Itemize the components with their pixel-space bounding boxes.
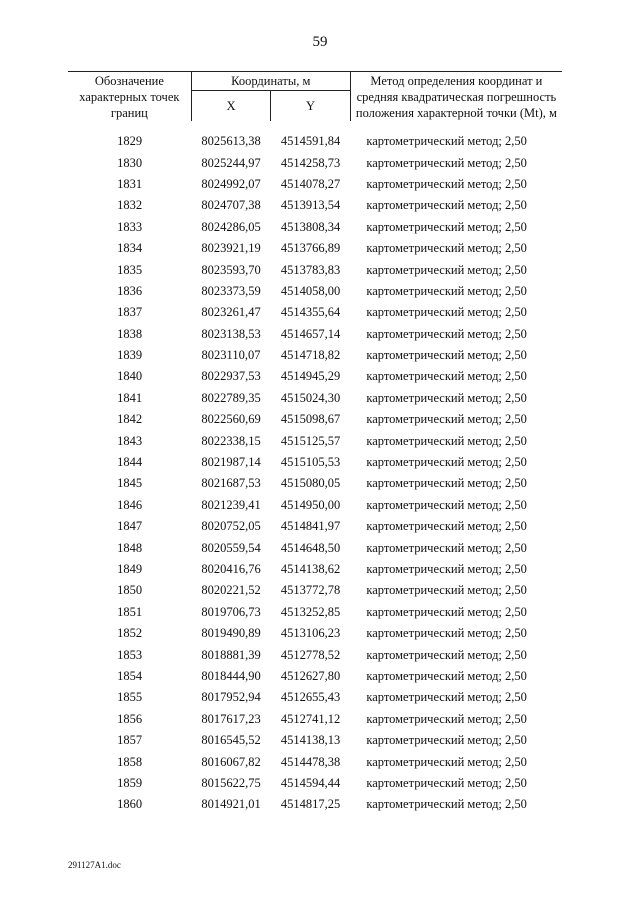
cell-method: картометрический метод; 2,50 [366, 412, 527, 427]
cell-y: 4515080,05 [280, 476, 341, 491]
cell-point-code: 1853 [117, 647, 143, 662]
table-row [68, 195, 562, 216]
cell-y: 4514138,13 [280, 733, 341, 748]
cell-point-code: 1842 [117, 412, 143, 427]
cell-x: 8020559,54 [201, 540, 261, 555]
cell-y: 4513252,85 [280, 604, 341, 619]
cell-method: картометрический метод; 2,50 [366, 326, 527, 341]
cell-y: 4513766,89 [280, 241, 341, 256]
table-row [68, 152, 562, 173]
cell-method: картометрический метод; 2,50 [366, 733, 527, 748]
cell-x: 8023261,47 [201, 305, 261, 320]
cell-point-code: 1856 [117, 711, 143, 726]
cell-x: 8024992,07 [201, 176, 261, 191]
table-row [68, 345, 562, 366]
table-row [68, 559, 562, 580]
cell-method: картометрический метод; 2,50 [366, 497, 527, 512]
cell-x: 8023138,53 [201, 326, 261, 341]
cell-point-code: 1851 [117, 604, 143, 619]
table-row [68, 366, 562, 387]
table-row [68, 495, 562, 516]
cell-x: 8014921,01 [201, 797, 261, 812]
header-y: Y [271, 91, 351, 122]
cell-x: 8025244,97 [201, 155, 261, 170]
cell-x: 8016545,52 [201, 733, 261, 748]
header-method: Метод определения координат и средняя квадратическая погрешность положения характерной точки (Mt), м [350, 72, 562, 122]
cell-point-code: 1838 [117, 326, 143, 341]
table-row [68, 751, 562, 772]
cell-point-code: 1841 [117, 390, 143, 405]
cell-point-code: 1849 [117, 562, 143, 576]
cell-x: 8019490,89 [201, 626, 261, 641]
cell-x: 8018444,90 [201, 668, 261, 683]
cell-y: 4514138,62 [280, 562, 341, 576]
cell-y: 4514657,14 [280, 326, 341, 341]
cell-point-code: 1829 [117, 134, 143, 149]
cell-point-code: 1843 [117, 433, 143, 448]
table-row [68, 174, 562, 195]
cell-point-code: 1847 [117, 519, 143, 534]
cell-method: картометрический метод; 2,50 [366, 647, 527, 662]
table-row [68, 452, 562, 473]
cell-x: 8022560,69 [201, 412, 261, 427]
cell-method: картометрический метод; 2,50 [366, 626, 527, 641]
table-row [68, 644, 562, 665]
table-row [68, 709, 562, 730]
table-row [68, 430, 562, 451]
cell-x: 8017952,94 [201, 690, 261, 705]
cell-point-code: 1839 [117, 348, 143, 363]
cell-x: 8023593,70 [201, 262, 261, 277]
cell-method: картометрический метод; 2,50 [366, 176, 527, 191]
cell-method: картометрический метод; 2,50 [366, 262, 527, 277]
table-row [68, 516, 562, 537]
cell-y: 4514478,38 [280, 754, 341, 769]
cell-x: 8016067,82 [201, 754, 261, 769]
cell-method: картометрический метод; 2,50 [366, 219, 527, 234]
cell-y: 4514355,64 [280, 305, 341, 320]
cell-method: картометрический метод; 2,50 [366, 348, 527, 363]
cell-x: 8022789,35 [201, 390, 261, 405]
cell-point-code: 1832 [117, 198, 143, 213]
cell-x: 8023921,19 [201, 241, 261, 256]
cell-x: 8021239,41 [201, 497, 261, 512]
header-coordinates: Координаты, м [191, 72, 350, 91]
cell-method: картометрический метод; 2,50 [366, 283, 527, 298]
cell-point-code: 1858 [117, 754, 143, 769]
cell-x: 8020221,52 [201, 583, 261, 598]
cell-point-code: 1855 [117, 690, 143, 705]
cell-point-code: 1852 [117, 626, 143, 641]
table-row [68, 302, 562, 323]
cell-method: картометрический метод; 2,50 [366, 433, 527, 448]
cell-y: 4514058,00 [280, 283, 341, 298]
cell-method: картометрический метод; 2,50 [366, 775, 527, 790]
table-row [68, 730, 562, 751]
cell-y: 4513772,78 [280, 583, 341, 598]
cell-y: 4514945,29 [280, 369, 341, 384]
cell-x: 8025613,38 [201, 134, 261, 149]
cell-y: 4513106,23 [280, 626, 341, 641]
cell-method: картометрический метод; 2,50 [366, 668, 527, 683]
cell-y: 4514718,82 [280, 348, 341, 363]
cell-y: 4513913,54 [280, 198, 341, 213]
table-row [68, 537, 562, 558]
cell-point-code: 1836 [117, 283, 143, 298]
cell-y: 4515024,30 [280, 390, 341, 405]
footer-filename: 291127A1.doc [68, 860, 121, 870]
cell-x: 8024707,38 [201, 198, 261, 213]
cell-y: 4514648,50 [280, 540, 341, 555]
header-x: X [191, 91, 271, 122]
table-row [68, 409, 562, 430]
cell-point-code: 1831 [117, 176, 143, 191]
cell-y: 4515125,57 [280, 433, 341, 448]
cell-y: 4515098,67 [280, 412, 341, 427]
page-number: 59 [312, 34, 328, 50]
cell-x: 8021987,14 [201, 455, 261, 470]
cell-y: 4514258,73 [280, 155, 341, 170]
table-row [68, 238, 562, 259]
cell-method: картометрический метод; 2,50 [366, 390, 527, 405]
table-row [68, 666, 562, 687]
cell-x: 8019706,73 [201, 604, 261, 619]
table-row [68, 259, 562, 280]
cell-point-code: 1854 [117, 668, 143, 683]
cell-method: картометрический метод; 2,50 [366, 198, 527, 213]
table-row [68, 473, 562, 494]
cell-x: 8021687,53 [201, 476, 261, 491]
cell-method: картометрический метод; 2,50 [366, 754, 527, 769]
coordinates-table [68, 71, 562, 816]
cell-x: 8023110,07 [201, 348, 261, 363]
cell-x: 8020752,05 [201, 519, 261, 534]
cell-y: 4514078,27 [280, 176, 341, 191]
cell-point-code: 1859 [117, 775, 143, 790]
cell-x: 8023373,59 [201, 283, 261, 298]
cell-x: 8015622,75 [201, 775, 261, 790]
cell-x: 8022937,53 [201, 369, 261, 384]
cell-method: картометрический метод; 2,50 [366, 519, 527, 534]
cell-x: 8022338,15 [201, 433, 261, 448]
cell-y: 4515105,53 [280, 455, 341, 470]
cell-method: картометрический метод; 2,50 [366, 476, 527, 491]
table-row [68, 794, 562, 815]
cell-method: картометрический метод; 2,50 [366, 305, 527, 320]
cell-x: 8024286,05 [201, 219, 261, 234]
cell-point-code: 1840 [117, 369, 143, 384]
cell-point-code: 1833 [117, 219, 143, 234]
cell-x: 8018881,39 [201, 647, 261, 662]
cell-method: картометрический метод; 2,50 [366, 562, 527, 576]
cell-point-code: 1835 [117, 262, 143, 277]
cell-point-code: 1857 [117, 733, 143, 748]
table-row [68, 388, 562, 409]
cell-y: 4513783,83 [280, 262, 341, 277]
cell-y: 4512655,43 [280, 690, 341, 705]
cell-method: картометрический метод; 2,50 [366, 583, 527, 598]
cell-y: 4514817,25 [280, 797, 341, 812]
cell-y: 4514591,84 [280, 134, 341, 149]
cell-point-code: 1846 [117, 497, 143, 512]
cell-point-code: 1848 [117, 540, 143, 555]
header-point-code: Обозначение характерных точек границ [68, 72, 191, 122]
cell-method: картометрический метод; 2,50 [366, 155, 527, 170]
table-row [68, 773, 562, 794]
cell-point-code: 1830 [117, 155, 143, 170]
cell-point-code: 1844 [117, 455, 143, 470]
cell-point-code: 1860 [117, 797, 143, 812]
table-header [68, 72, 562, 122]
table-row [68, 281, 562, 302]
cell-x: 8020416,76 [201, 562, 261, 576]
cell-method: картометрический метод; 2,50 [366, 134, 527, 149]
cell-y: 4512741,12 [280, 711, 341, 726]
cell-x: 8017617,23 [201, 711, 261, 726]
table-row [68, 131, 562, 152]
cell-y: 4512627,80 [280, 668, 341, 683]
table-body [68, 131, 562, 816]
cell-method: картометрический метод; 2,50 [366, 797, 527, 812]
cell-method: картометрический метод; 2,50 [366, 604, 527, 619]
cell-y: 4514594,44 [280, 775, 341, 790]
cell-method: картометрический метод; 2,50 [366, 540, 527, 555]
table-row [68, 623, 562, 644]
table-row [68, 580, 562, 601]
cell-method: картометрический метод; 2,50 [366, 369, 527, 384]
table-row [68, 687, 562, 708]
cell-y: 4512778,52 [280, 647, 341, 662]
cell-method: картометрический метод; 2,50 [366, 711, 527, 726]
cell-point-code: 1850 [117, 583, 143, 598]
table-row [68, 217, 562, 238]
cell-y: 4514841,97 [280, 519, 341, 534]
cell-method: картометрический метод; 2,50 [366, 455, 527, 470]
cell-method: картометрический метод; 2,50 [366, 241, 527, 256]
table-row [68, 602, 562, 623]
table-row [68, 324, 562, 345]
cell-y: 4514950,00 [280, 497, 341, 512]
cell-method: картометрический метод; 2,50 [366, 690, 527, 705]
cell-point-code: 1834 [117, 241, 143, 256]
cell-point-code: 1845 [117, 476, 143, 491]
cell-y: 4513808,34 [280, 219, 341, 234]
cell-point-code: 1837 [117, 305, 143, 320]
